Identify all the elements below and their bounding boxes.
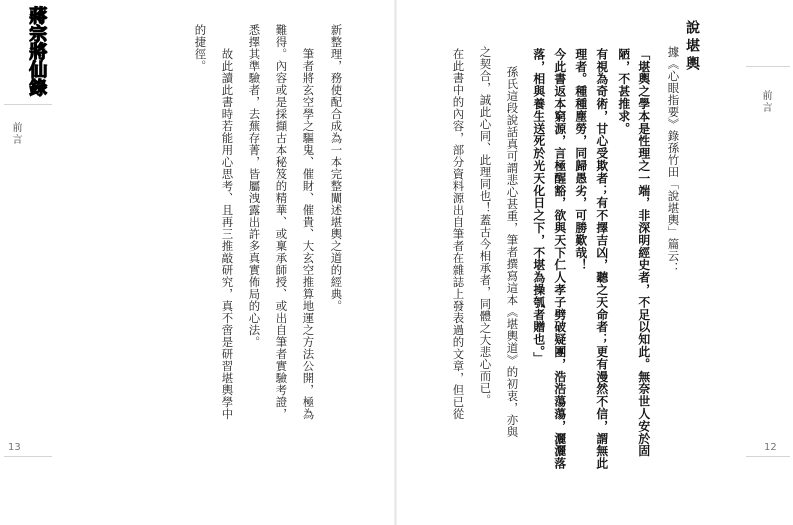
- text-column: 的捷徑。: [193, 24, 208, 72]
- running-head: 前言: [760, 90, 771, 114]
- footer-divider: [746, 456, 790, 457]
- text-column: 難得。內容或是採擷古本秘笈的精華、或稟承師授、或出自筆者實驗考證，: [274, 24, 289, 420]
- footer-divider: [4, 456, 52, 457]
- text-column: 新整理，務使配合成為一本完整闡述堪輿之道的經典。: [329, 24, 344, 312]
- text-column: 在此書中的內容，部分資料源出自筆者在雜誌上發表過的文章，但已從: [451, 48, 466, 420]
- text-column: 故此讀此書時若能用心思考、且再三推敲研究，真不啻是研習堪輿學中: [220, 48, 235, 420]
- quote-column: 理者。種種塵勞，同歸愚劣，可勝歎哉！: [573, 48, 588, 272]
- header-divider: [746, 66, 790, 67]
- text-column: 筆者將玄空學之驅鬼、催財、催貴、大玄空推算地運之方法公開，極為: [301, 48, 316, 420]
- section-title: 說堪輿: [684, 20, 700, 74]
- quote-column: 落，相與養生送死於光天化日之下，不堪為操瓠者贈也。」: [531, 48, 546, 365]
- page-number: 12: [764, 442, 777, 453]
- quote-column: 陋，不甚推求。: [616, 48, 631, 135]
- quote-column: 「堪輿之學本是性理之一端，非深明經史者，不足以知此。無奈世人安於固: [636, 48, 651, 458]
- text-column: 孫氏這段說話真可謂悲心甚重，筆者撰寫這本《堪輿道》的初衷，亦與: [505, 66, 520, 438]
- page-number: 13: [8, 442, 21, 453]
- text-column: 悉擇其準驗者，去蕪存菁，皆屬洩露出許多真實佈局的心法。: [247, 24, 262, 348]
- quote-column: 今此書返本窮源，言極醒豁，欲與天下仁人孝子劈破疑團，浩浩蕩蕩，灑灑落: [552, 48, 567, 470]
- quote-column: 有視為奇術，甘心受欺者；有不擇吉凶，聽之天命者；更有漫然不信，謂無此: [594, 48, 609, 470]
- header-divider: [4, 104, 52, 105]
- text-column: 據《心眼指要》錄孫竹田「說堪輿」篇云：: [666, 46, 681, 274]
- right-page: [396, 0, 793, 525]
- publisher-seal-logo: 蔣宗將仙錄: [26, 6, 47, 96]
- text-column: 之契合，誠此心同、此理同也！蓋古今相承者，同體之大悲心而已。: [478, 46, 493, 406]
- left-page: [0, 0, 396, 525]
- running-head: 前言: [10, 122, 21, 146]
